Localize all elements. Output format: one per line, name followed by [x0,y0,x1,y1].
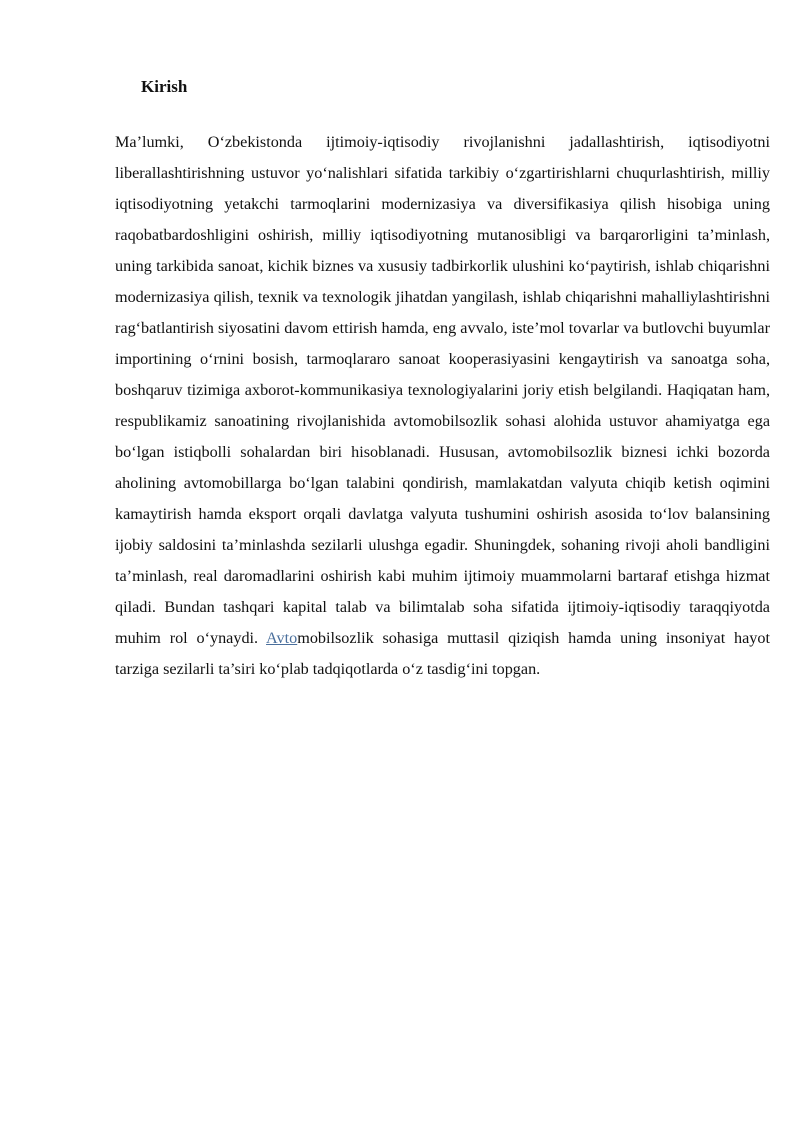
inline-hyperlink[interactable]: Avto [266,629,298,647]
paragraph-text-after-link: mobilsozlik sohasiga muttasil qiziqish hamda uning insoniyat hayot tarziga sezilarli ta’siri ko‘plab tadqiqotlarda o‘z tasdig‘ini topgan. [115,629,770,678]
body-paragraph [115,127,770,685]
section-heading: Kirish [141,77,188,96]
paragraph-text-before-link: Ma’lumki, O‘zbekistonda ijtimoiy-iqtisodiy rivojlanishni jadallashtirish, iqtisodiyotni liberallashtirishning ustuvor yo‘nalishlari sifatida tarkibiy o‘zgartirishlarni chuqurlashtirish, milliy iqtisodiyotning yetakchi tarmoqlarini modernizasiya va diversifikasiya qilish hisobiga uning raqobatbardoshligini oshirish, milliy iqtisodiyotning mutanosibligi va barqarorligini ta’minlash, uning tarkibida sanoat, kichik biznes va xususiy tadbirkorlik ulushini ko‘paytirish, ishlab chiqarishni modernizasiya qilish, texnik va texnologik jihatdan yangilash, ishlab chiqarishni mahalliylashtirishni rag‘batlantirish siyosatini davom ettirish hamda, eng avvalo, iste’mol tovarlar va butlovchi buyumlar importining o‘rnini bosish, tarmoqlararo sanoat kooperasiyasini kengaytirish va sanoatga soha, boshqaruv tizimiga axborot-kommunikasiya texnologiyalarini joriy etish belgilandi. Haqiqatan ham, respublikamiz sanoatining rivojlanishida avtomobilsozlik sohasi alohida ustuvor ahamiyatga ega bo‘lgan istiqbolli sohalardan biri hisoblanadi. Hususan, avtomobilsozlik biznesi ichki bozorda aholining avtomobillarga bo‘lgan talabini qondirish, mamlakatdan valyuta chiqib ketish oqimini kamaytirish hamda eksport orqali davlatga valyuta tushumini oshirish asosida to‘lov balansining ijobiy saldosini ta’minlashda sezilarli ulushga egadir. Shuningdek, sohaning rivoji aholi bandligini ta’minlash, real daromadlarini oshirish kabi muhim ijtimoiy muammolarni bartaraf etishga hizmat qiladi. Bundan tashqari kapital talab va bilimtalab soha sifatida ijtimoiy-iqtisodiy taraqqiyotda muhim rol o‘ynaydi. [115,133,770,647]
